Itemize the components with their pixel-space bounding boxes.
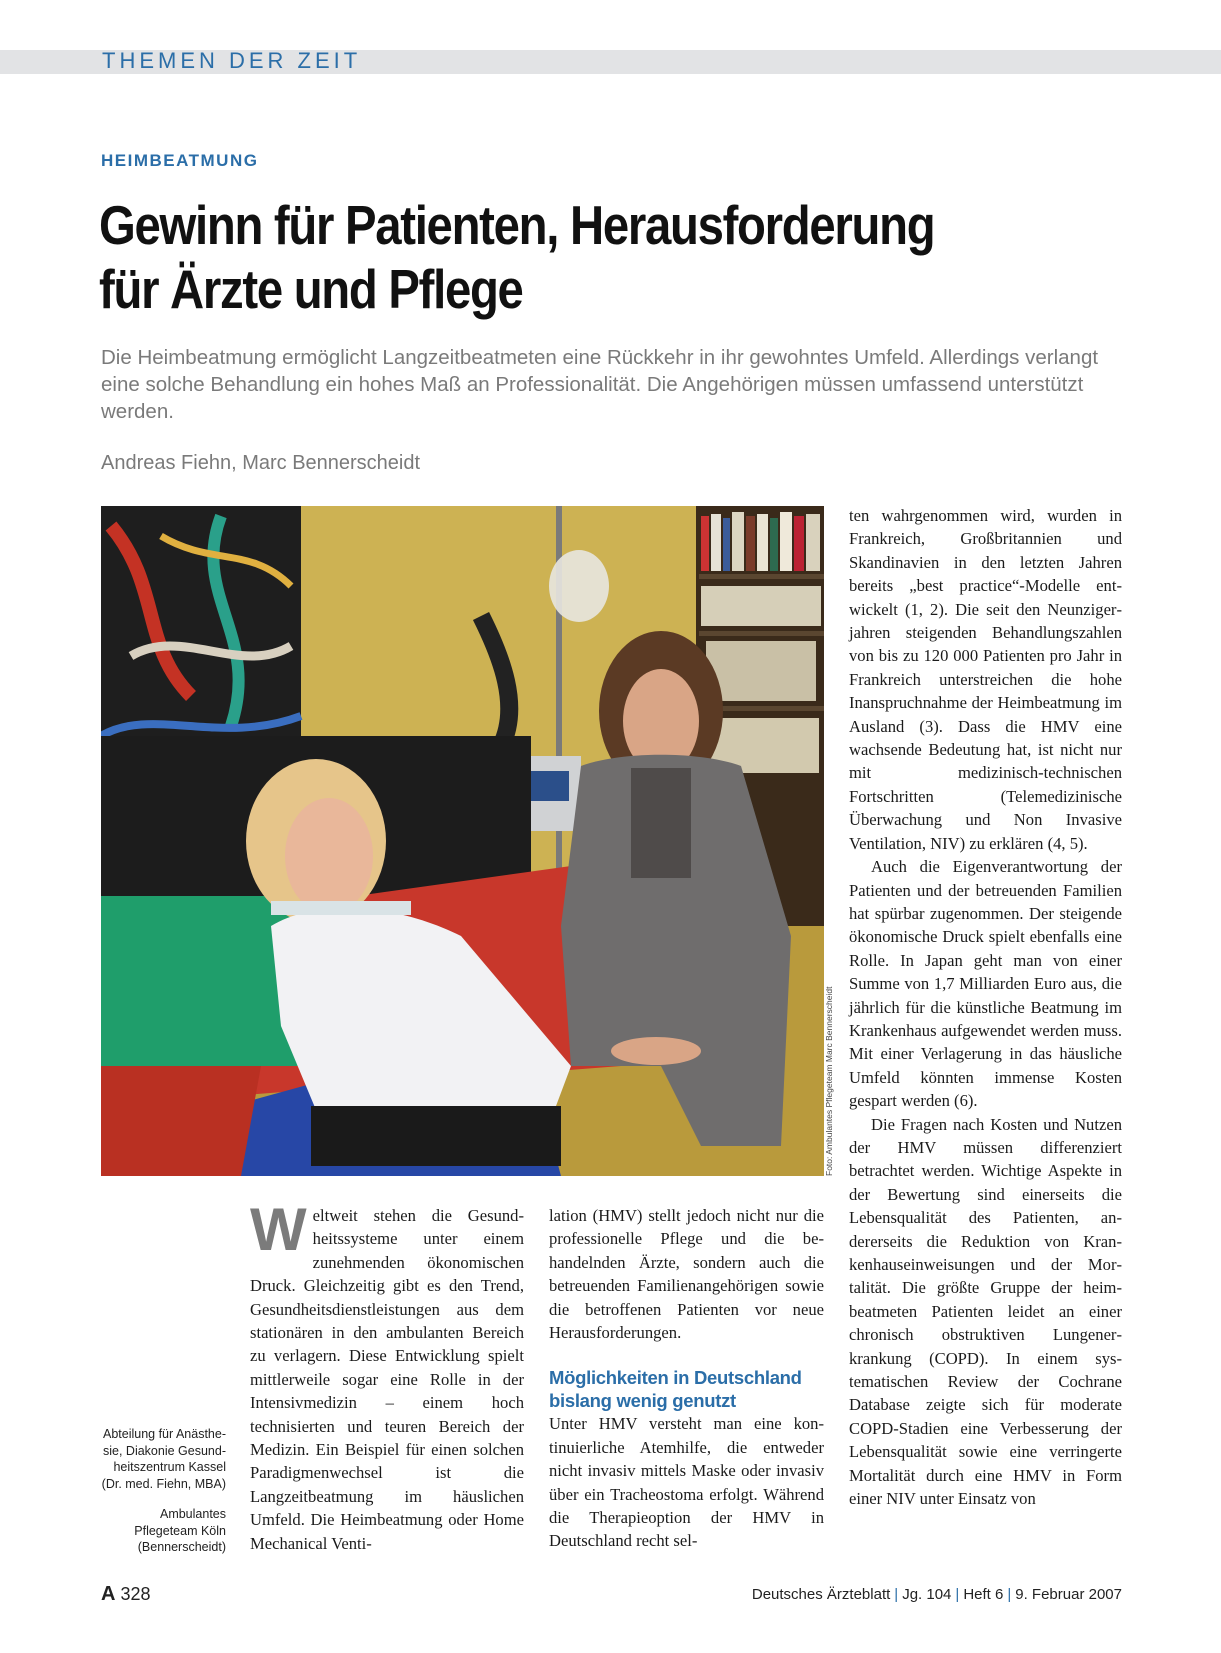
subheading: Möglichkeiten in Deutschland bislang wenig genutzt bbox=[549, 1367, 802, 1412]
page-prefix: A bbox=[101, 1583, 116, 1605]
author-affiliation-1: Abteilung für Anästhesie, Diakonie Gesundheitszentrum Kassel (Dr. med. Fiehn, MBA) bbox=[101, 1427, 226, 1491]
article-photo bbox=[101, 506, 824, 1176]
col2-paragraph-2: Unter HMV versteht man eine kontinuierliche Atemhilfe, die entweder nicht invasiv mittels Maske oder invasiv über ein Tracheostoma erfolgt. Während die Therapieoption der HMV in Deutschland recht sel- bbox=[549, 1414, 824, 1551]
photo-illustration bbox=[101, 506, 824, 1176]
col3-paragraph-2: Auch die Eigenverantwortung der Patienten und der betreuenden Familien hat spürbar zugenommen. Der steigende ökonomische Druck spielt ebenfalls eine Rolle. In Japan geht man von einer Summe von 1,7 Milliarden Euro aus, die jährlich für die künstliche Beatmung im Krankenhaus aufgewendet werden muss. Mit einer Verlagerung in das häusliche Umfeld könnten immense Kosten gespart werden (6). bbox=[849, 857, 1122, 1111]
author-affiliation-2: Ambulantes Pflegeteam Köln (Bennerscheidt) bbox=[134, 1507, 226, 1554]
journal-volume: Jg. 104 bbox=[902, 1586, 952, 1603]
headline-line-1: Gewinn für Patienten, Herausforderung bbox=[99, 194, 935, 256]
page-number-value: 328 bbox=[120, 1584, 151, 1604]
journal-name: Deutsches Ärzteblatt bbox=[751, 1586, 891, 1603]
body-column-2 bbox=[549, 1204, 824, 1553]
col3-paragraph-1: ten wahrgenommen wird, wurden in Frankreich, Großbritannien und Skandinavien in den letzten Jahren bereits „best practice“-Modelle entwickelt (1, 2). Die seit den Neunzigerjahren steigenden Behandlungszahlen von bis zu 120 000 Patienten pro Jahr in Frankreich unterstreichen die hohe Inanspruchnahme der Heimbeatmung im Ausland (3). Dass die HMV eine wachsende Bedeutung hat, ist nicht nur mit medizinisch-technischen Fortschritten (Telemedizinische Überwachung und Non Invasive Ventilation, NIV) zu erklären (4, 5). bbox=[849, 506, 1122, 853]
page-number bbox=[101, 1583, 151, 1606]
drop-cap: W bbox=[250, 1196, 307, 1263]
article-headline bbox=[99, 193, 993, 321]
section-title: THEMEN DER ZEIT bbox=[102, 48, 362, 73]
journal-date: 9. Februar 2007 bbox=[1015, 1586, 1122, 1603]
photo-credit-text: Foto: Ambulantes Pflegeteam Marc Bennerscheidt bbox=[824, 986, 834, 1176]
col1-text: eltweit stehen die Gesundheitssysteme unter einem zunehmenden ökonomischen Druck. Gleichzeitig gibt es den Trend, Gesundheitsdienstleistungen aus dem stationären in den ambulanten Bereich zu verlagern. Diese Entwicklung spielt mittlerweile sogar eine Rolle in der Intensivmedizin – einem hoch technisierten und teuren Bereich der Medizin. Ein Beispiel für einen solchen Paradigmenwechsel ist die Langzeitbeatmung im häuslichen Umfeld. Die Heimbeatmung oder Home Mechanical Venti- bbox=[250, 1206, 524, 1553]
headline-line-2: für Ärzte und Pflege bbox=[99, 258, 523, 320]
body-column-3 bbox=[849, 504, 1122, 1510]
journal-issue: Heft 6 bbox=[963, 1586, 1004, 1603]
col3-paragraph-3: Die Fragen nach Kosten und Nutzen der HMV müssen differenziert betrachtet werden. Wichtige Aspekte in der Bewertung sind einerseits die Lebensqualität des Patienten, andererseits die Reduktion von Krankenhauseinweisungen und der Mortalität. Die größte Gruppe der heimbeatmeten Patienten leidet an einer chronisch obstruktiven Lungenerkrankung (COPD). In einem systematischen Review der Cochrane Database zeigte sich für moderate COPD-Stadien eine Verbesserung der Lebensqualität sowie eine verringerte Mortalität durch eine HMV in Form einer NIV unter Einsatz von bbox=[849, 1114, 1122, 1509]
col2-paragraph-1: lation (HMV) stellt jedoch nicht nur die professionelle Pflege und die behandelnden Ärzte, sondern auch die betreuenden Familienangehörigen sowie die betroffenen Patienten vor neue Herausforderungen. bbox=[549, 1206, 824, 1343]
article-kicker: HEIMBEATMUNG bbox=[101, 151, 259, 170]
body-column-1 bbox=[250, 1196, 524, 1555]
journal-footer: Deutsches Ärzteblatt | Jg. 104 | Heft 6 | 9. Februar 2007 bbox=[751, 1586, 1122, 1603]
article-lead: Die Heimbeatmung ermöglicht Langzeitbeatmeten eine Rückkehr in ihr gewohntes Umfeld. Allerdings verlangt eine solche Behandlung ein hohes Maß an Professionalität. Die Angehörigen müssen umfassend unterstützt werden. bbox=[101, 346, 1099, 423]
article-authors: Andreas Fiehn, Marc Bennerscheidt bbox=[101, 452, 421, 474]
